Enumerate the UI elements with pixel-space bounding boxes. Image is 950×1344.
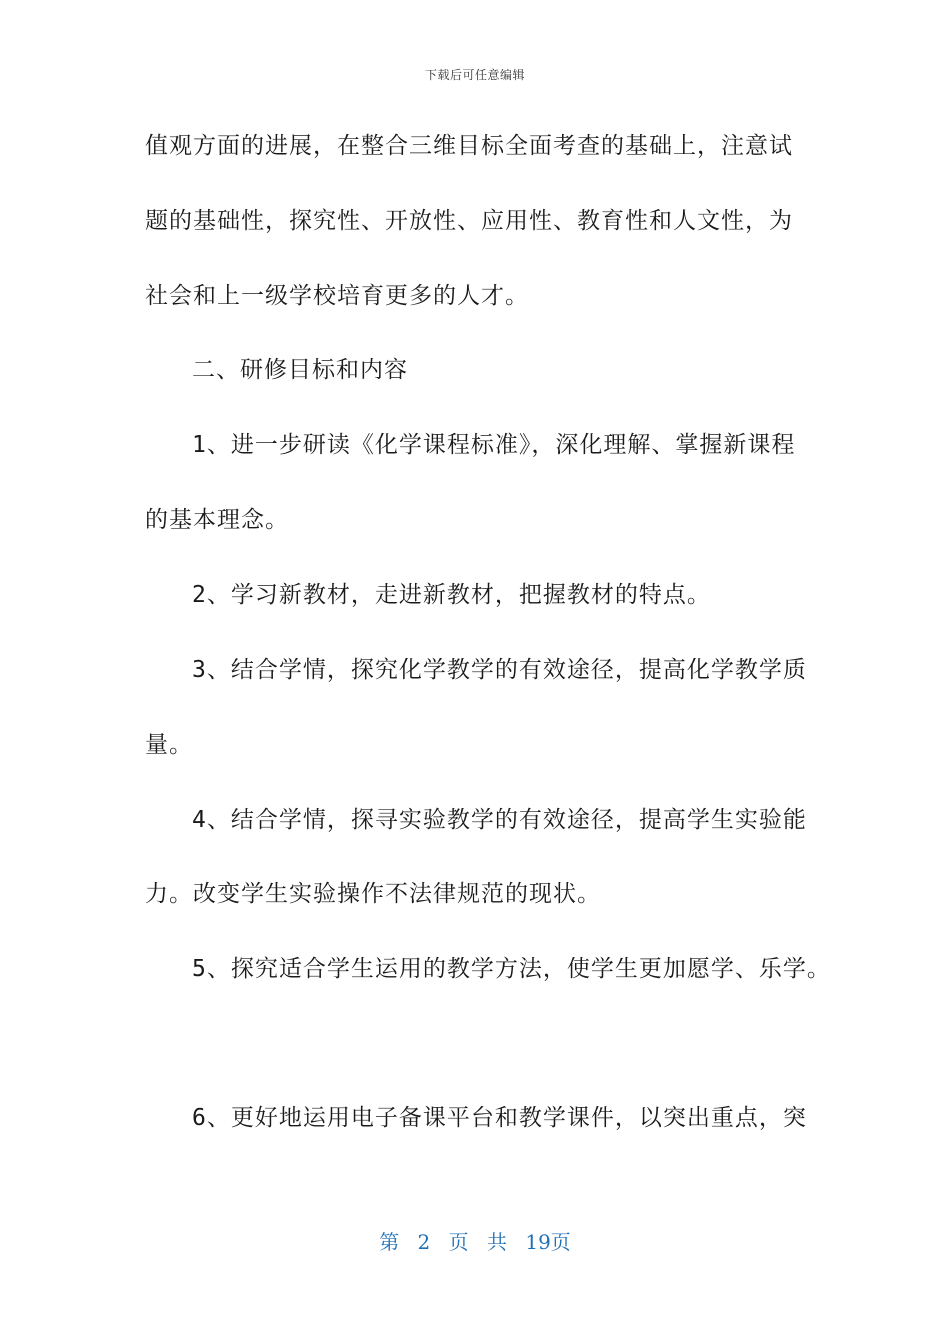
footer-page-word: 页 <box>448 1230 469 1254</box>
text-line: 力。改变学生实验操作不法律规范的现状。 <box>145 881 601 907</box>
page-footer <box>0 1226 950 1255</box>
text-line: 6、更好地运用电子备课平台和教学课件，以突出重点，突 <box>192 1105 807 1131</box>
header-note: 下载后可任意编辑 <box>424 68 525 82</box>
footer-prefix: 第 <box>379 1230 400 1254</box>
text-line: 的基本理念。 <box>145 507 289 533</box>
text-line: 题的基础性，探究性、开放性、应用性、教育性和人文性，为 <box>145 208 793 234</box>
text-line: 1、进一步研读《化学课程标准》，深化理解、掌握新课程 <box>192 432 796 458</box>
footer-total-word: 共 <box>487 1230 507 1254</box>
text-line: 5、探究适合学生运用的教学方法，使学生更加愿学、乐学。 <box>192 956 831 982</box>
footer-current-page: 2 <box>417 1230 431 1254</box>
text-line: 值观方面的进展，在整合三维目标全面考查的基础上，注意试 <box>145 133 793 159</box>
text-line: 3、结合学情，探究化学教学的有效途径，提高化学教学质 <box>192 657 807 683</box>
section-heading: 二、研修目标和内容 <box>192 357 408 383</box>
footer-total-pages: 19页 <box>525 1230 571 1254</box>
text-line: 2、学习新教材，走进新教材，把握教材的特点。 <box>192 582 711 608</box>
text-line: 社会和上一级学校培育更多的人才。 <box>145 283 529 309</box>
text-line: 4、结合学情，探寻实验教学的有效途径，提高学生实验能 <box>192 807 807 833</box>
text-line: 量。 <box>145 732 193 758</box>
